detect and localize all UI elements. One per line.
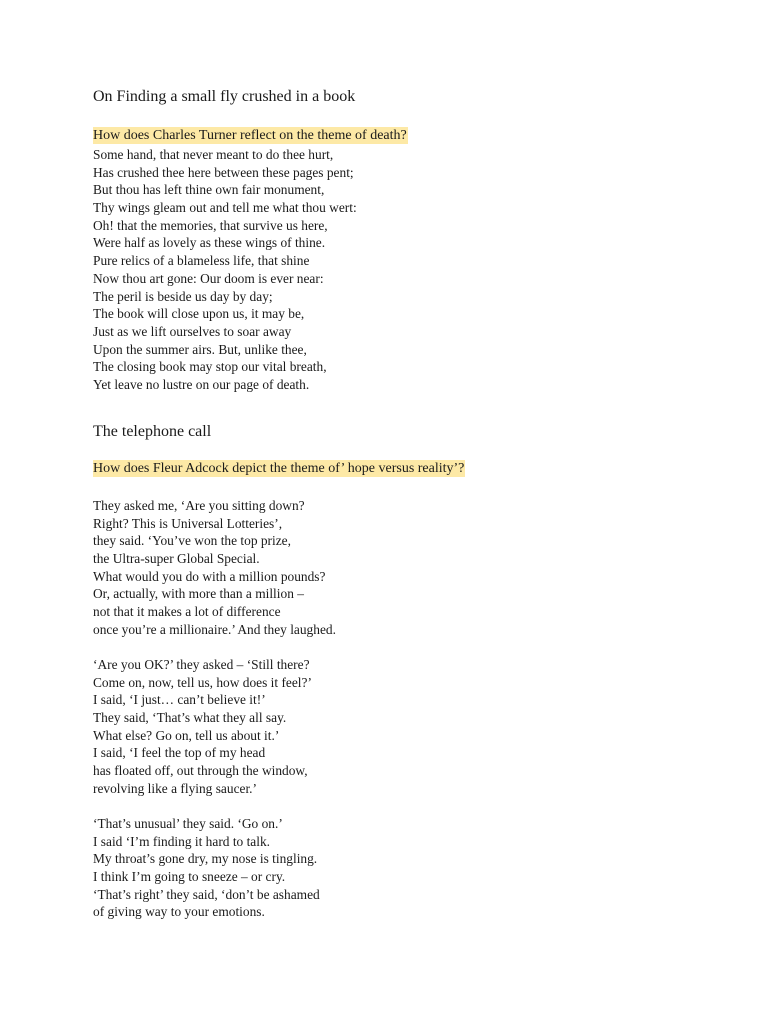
question-text: How does Charles Turner reflect on the theme of death? (93, 128, 407, 143)
poem-line: What else? Go on, tell us about it.’ (93, 727, 280, 743)
poem-title: On Finding a small fly crushed in a book (93, 88, 356, 105)
poem-stanza (93, 656, 312, 798)
poem-line: I said, ‘I just… can’t believe it!’ (93, 692, 266, 708)
poem-line: of giving way to your emotions. (93, 904, 265, 920)
poem-line: Yet leave no lustre on our page of death. (93, 376, 310, 392)
poem-line: Just as we lift ourselves to soar away (93, 323, 292, 339)
poem-line: the Ultra-super Global Special. (93, 551, 260, 567)
poem-line: Now thou art gone: Our doom is ever near: (93, 270, 324, 286)
poem-line: once you’re a millionaire.’ And they laughed. (93, 621, 336, 637)
poem-line: They said, ‘That’s what they all say. (93, 710, 287, 726)
poem-line: has floated off, out through the window, (93, 763, 308, 779)
question-text: How does Fleur Adcock depict the theme of’ hope versus reality’? (93, 461, 465, 476)
poem-line: But thou has left thine own fair monument, (93, 182, 325, 198)
poem-line: Upon the summer airs. But, unlike thee, (93, 341, 307, 357)
poem-line: Has crushed thee here between these pages pent; (93, 164, 354, 180)
poem-line: The peril is beside us day by day; (93, 288, 273, 304)
poem-line: Pure relics of a blameless life, that shine (93, 253, 310, 269)
poem-line: My throat’s gone dry, my nose is tingling. (93, 851, 318, 867)
poem-stanza (93, 815, 320, 921)
poem-line: I think I’m going to sneeze – or cry. (93, 869, 286, 885)
poem-line: Come on, now, tell us, how does it feel?’ (93, 674, 312, 690)
poem-line: not that it makes a lot of difference (93, 604, 281, 620)
poem-line: What would you do with a million pounds? (93, 568, 326, 584)
poem-title: The telephone call (93, 423, 212, 440)
highlighted-question (93, 460, 465, 477)
poem-line: Right? This is Universal Lotteries’, (93, 515, 283, 531)
poem-stanza (93, 146, 357, 394)
poem-line: revolving like a flying saucer.’ (93, 780, 257, 796)
poem-line: I said ‘I’m finding it hard to talk. (93, 833, 271, 849)
highlighted-question (93, 127, 408, 144)
poem-line: ‘That’s right’ they said, ‘don’t be ashamed (93, 886, 320, 902)
poem-line: Oh! that the memories, that survive us here, (93, 217, 328, 233)
poem-stanza (93, 497, 336, 639)
poem-line: I said, ‘I feel the top of my head (93, 745, 266, 761)
poem-line: They asked me, ‘Are you sitting down? (93, 498, 305, 513)
poem-line: The book will close upon us, it may be, (93, 306, 305, 322)
poem-line: Thy wings gleam out and tell me what thou wert: (93, 200, 357, 216)
poem-line: Were half as lovely as these wings of thine. (93, 235, 326, 251)
poem-line: Some hand, that never meant to do thee hurt, (93, 147, 334, 162)
poem-line: The closing book may stop our vital breath, (93, 359, 327, 375)
poem-line: Or, actually, with more than a million – (93, 586, 304, 602)
poem-line: ‘That’s unusual’ they said. ‘Go on.’ (93, 816, 283, 831)
poem-line: they said. ‘You’ve won the top prize, (93, 533, 291, 549)
poem-line: ‘Are you OK?’ they asked – ‘Still there? (93, 657, 310, 672)
